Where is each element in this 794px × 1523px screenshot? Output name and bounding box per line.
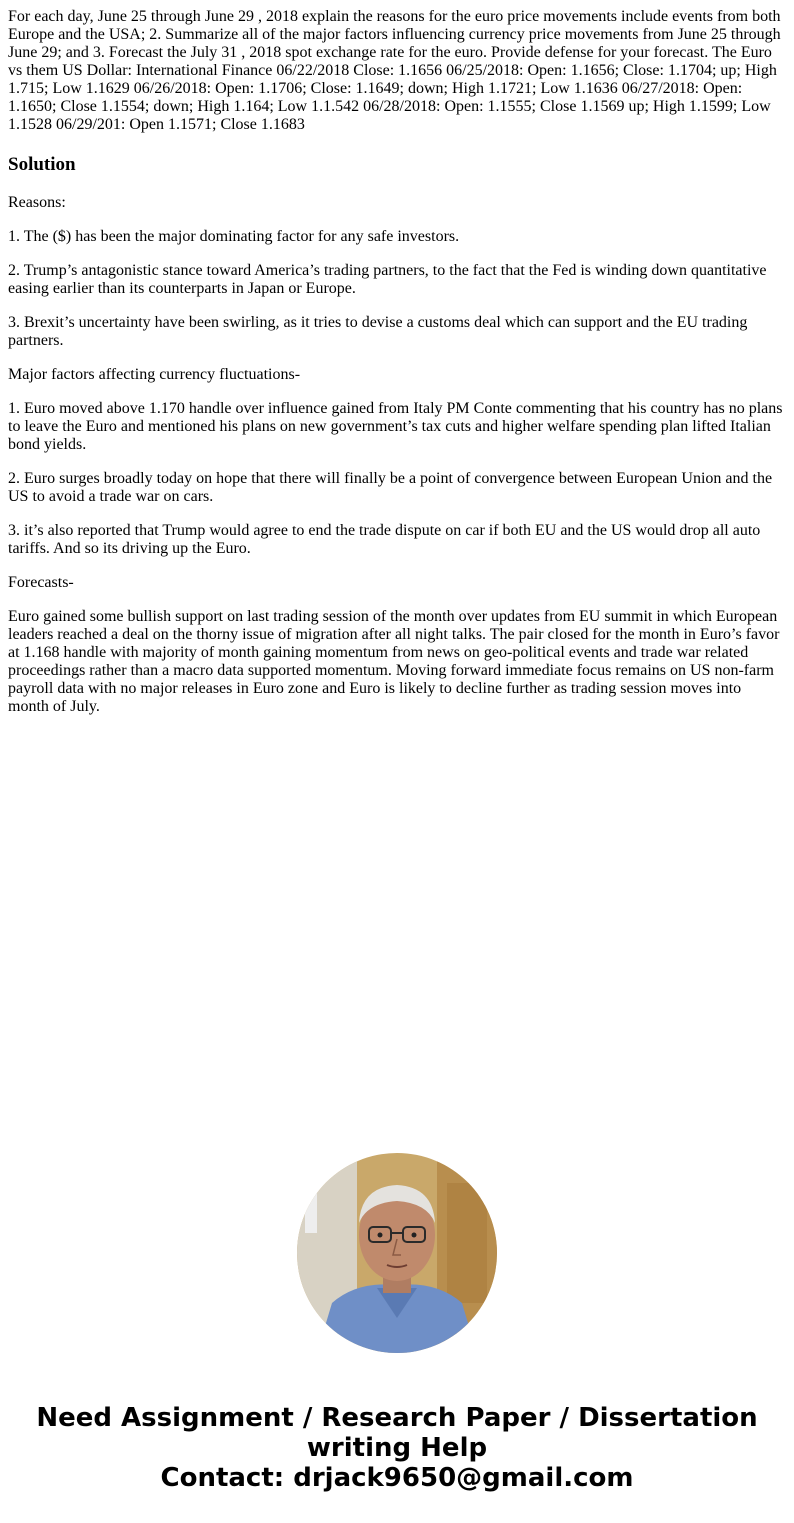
avatar: [297, 1153, 497, 1353]
contact-footer: [0, 1403, 794, 1493]
question-text: For each day, June 25 through June 29 , 2018 explain the reasons for the euro price movements include events from both Europe and the USA; 2. Summarize all of the major factors influencing currency price movements from June 25 through June 29; and 3. Forecast the July 31 , 2018 spot exchange rate for the euro. Provide defense for your forecast. The Euro vs them US Dollar: International Finance 06/22/2018 Close: 1.1656 06/25/2018: Open: 1.1656; Close: 1.1704; up; High 1.715; Low 1.1629 06/26/2018: Open: 1.1706; Close: 1.1649; down; High 1.1721; Low 1.1636 06/27/2018: Open: 1.1650; Close 1.1554; down; High 1.164; Low 1.1.542 06/28/2018: Open: 1.1555; Close 1.1569 up; High 1.1599; Low 1.1528 06/29/201: Open 1.1571; Close 1.1683: [8, 8, 781, 133]
contact-email: Contact: drjack9650@gmail.com: [160, 1463, 634, 1493]
solution-heading: Solution: [8, 154, 76, 175]
factor-item: 1. Euro moved above 1.170 handle over influence gained from Italy PM Conte commenting that his country has no plans to leave the Euro and mentioned his plans on new government’s tax cuts and higher welfare spending plan lifted Italian bond yields.: [8, 400, 783, 453]
factors-label: Major factors affecting currency fluctuations-: [8, 366, 301, 383]
forecast-text: Euro gained some bullish support on last trading session of the month over updates from EU summit in which European leaders reached a deal on the thorny issue of migration after all night talks. The pair closed for the month in Euro’s favor at 1.168 handle with majority of month gaining momentum from news on geo-political events and trade war related proceedings rather than a macro data supported momentum. Moving forward immediate focus remains on US non-farm payroll data with no major releases in Euro zone and Euro is likely to decline further as trading session moves into month of July.: [8, 608, 780, 715]
factor-item: 2. Euro surges broadly today on hope that there will finally be a point of convergence between European Union and the US to avoid a trade war on cars.: [8, 470, 773, 505]
reason-item: 1. The ($) has been the major dominating factor for any safe investors.: [8, 228, 460, 245]
footer-line: Need Assignment / Research Paper / Dissertation: [36, 1403, 758, 1433]
reasons-label: Reasons:: [8, 194, 66, 211]
forecasts-label: Forecasts-: [8, 574, 74, 591]
factor-item: 3. it’s also reported that Trump would agree to end the trade dispute on car if both EU and the US would drop all auto tariffs. And so its driving up the Euro.: [8, 522, 761, 557]
reason-item: 3. Brexit’s uncertainty have been swirling, as it tries to devise a customs deal which can support and the EU trading partners.: [8, 314, 748, 349]
document-body: [8, 8, 786, 732]
reason-item: 2. Trump’s antagonistic stance toward America’s trading partners, to the fact that the Fed is winding down quantitative easing earlier than its counterparts in Japan or Europe.: [8, 262, 767, 297]
footer-line: writing Help: [306, 1433, 488, 1463]
